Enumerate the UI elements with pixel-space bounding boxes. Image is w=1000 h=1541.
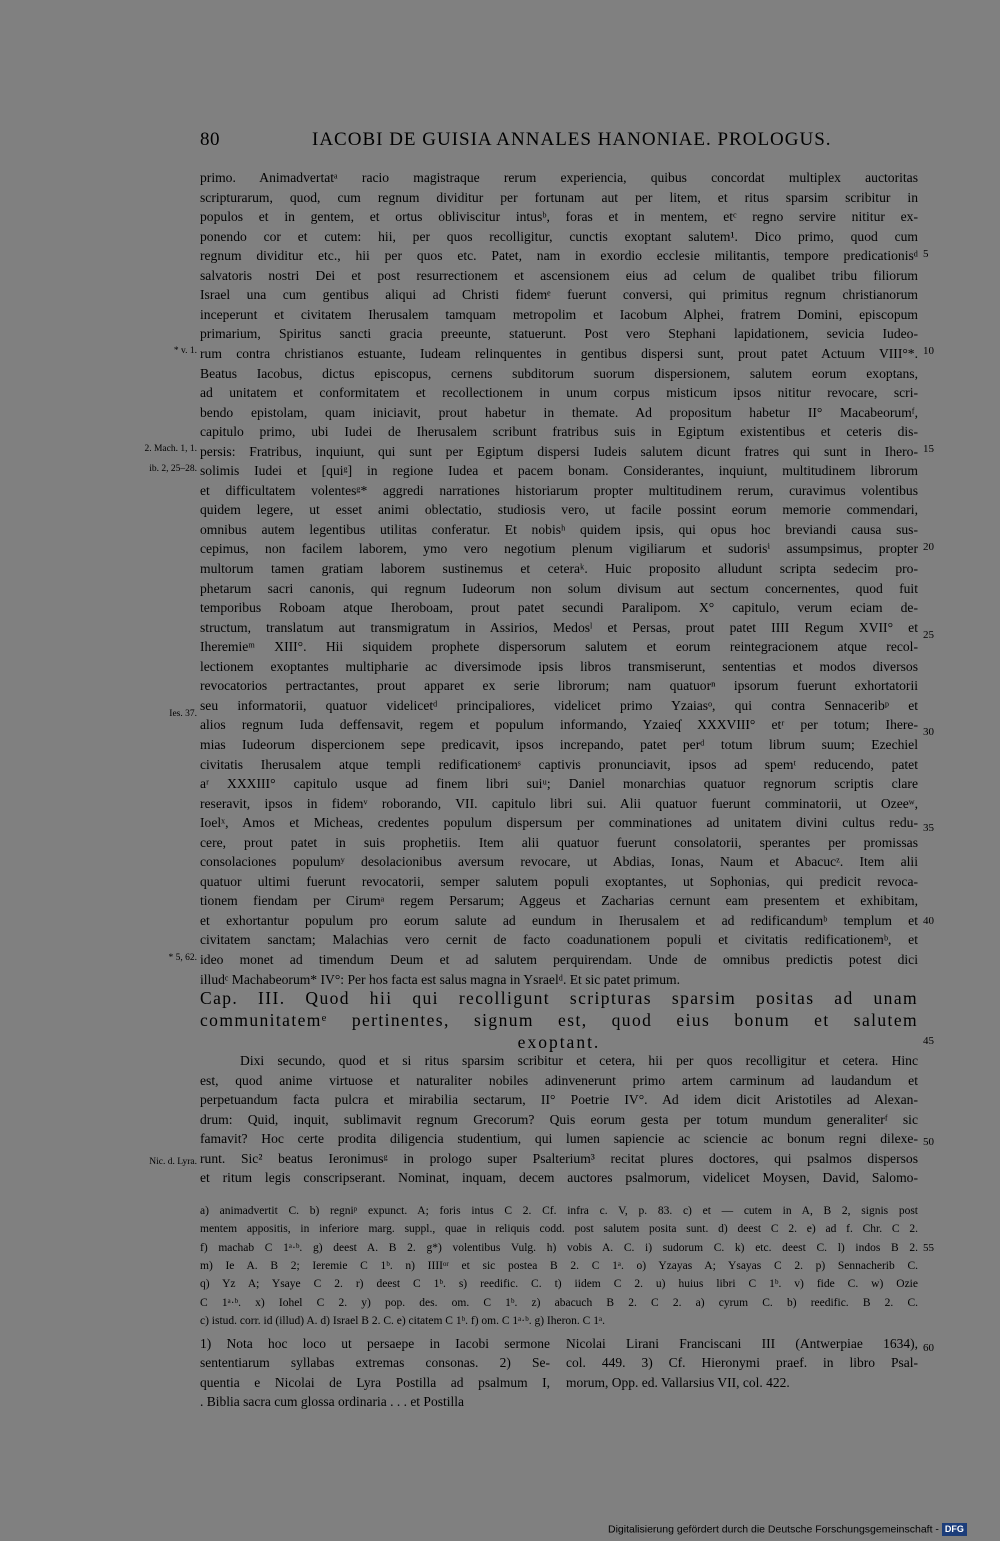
text-line: salvatoris nostri Dei et post resurrectionem et ascensionem eius ad celum de qualibet tribu filiorum: [200, 268, 918, 283]
text-line: Israel una cum gentibus aliqui ad Christi fidemᵉ fuerunt conversi, qui primitus regnum christianorum: [200, 287, 918, 302]
text-line: populos et in gentem, et ortus obliviscitur intusᵇ, foras et in mentem, etᶜ regno servire nititur ex-: [200, 209, 918, 224]
text-line: omnibus autem legentibus utilitas conferatur. Et nobisʰ quidem ipsis, qui opus hoc breviandi causa sus-: [200, 522, 918, 537]
text-line: rum contra christianos estuante, Iudeam relinquentes in gentibus dispersi sunt, prout patet Actuum VIII°*.: [200, 346, 918, 361]
line-number: 40: [923, 915, 934, 927]
text-line: drum: Quid, inquit, sublimavit regnum Grecorum? Quis eorum gesta per totum mundum generaliterᶠ sic: [200, 1112, 918, 1127]
text-line: Ioelˣ, Amos et Micheas, credentes populum dispersum per comminationes ad unitatem divini cultus redu-: [200, 815, 918, 830]
margin-reference: * 5, 62.: [168, 953, 197, 963]
text-line: ideo monet ad timendum Deum et ad salutem perquirendam. Unde de omnibus predictis potest dici: [200, 952, 918, 967]
line-number: 60: [923, 1342, 934, 1354]
text-line: revocatorios pertractantes, prout apparet ex serie librorum; nam quatuorⁿ ipsorum fuerunt exhortatorii: [200, 678, 918, 693]
apparatus-line: c) istud. corr. id (illud) A. d) Israel B 2. C. e) citatem C 1ᵇ. f) om. C 1ᵃ·ᵇ. g) Iheron. C 1ᵃ.: [200, 1315, 605, 1327]
line-number: 25: [923, 629, 934, 641]
text-line: inceperunt et civitatem Iherusalem tamquam metropolim et Iacobum Alphei, fratrem Domini, episcopum: [200, 307, 918, 322]
text-line: et difficultatem volentesᵍ* aggredi narrationes historiarum propter multitudinem rerum, curavimus volentibus: [200, 483, 918, 498]
text-line: quatuor ultimi fuerunt revocatorii, semper salutem populi exoptantes, ut Sophonias, qui predicit revoca-: [200, 874, 918, 889]
text-line: civitatis Iherusalem atque templi redificationemˢ captivis pronunciavit, ipsos ad spemᵗ reducendo, patet: [200, 757, 918, 772]
margin-reference: ib. 2, 25–28.: [149, 464, 197, 474]
running-header: [200, 129, 920, 155]
text-line: temporibus Roboam atque Iheroboam, prout patet secundi Paralipom. X° capitulo, verum eciam de-: [200, 600, 918, 615]
line-number: 30: [923, 726, 934, 738]
text-line: est, quod anime virtuose et naturaliter nobiles adinvenerunt primo artem carminum ad laudandum et: [200, 1073, 918, 1088]
text-line: consolaciones populumʸ desolacionibus aversum revocare, ut Abdias, Ionas, Naum et Abacucᶻ. Item alii: [200, 854, 918, 869]
footnote-line: 1) Nota hoc loco ut persaepe in Iacobi sermone: [200, 1336, 550, 1351]
text-line: solimis Iudei et [quiᵍ] in regione Iudea et pacem bonam. Considerantes, inquiunt, multitudinem librorum: [200, 463, 918, 478]
digitization-credit: [608, 1523, 967, 1536]
text-line: quidem legere, ut esset animi oblectatio, studiosis vero, ut facile possint eorum memorie commendari,: [200, 502, 918, 517]
chapter-heading-line-2: communitatemᵉ pertinentes, signum est, quod eius bonum et salutem: [200, 1010, 918, 1030]
apparatus-line: mentem appositis, in inferiore marg. suppl., quae in reliquis codd. post salutem posita sunt. d) deest C 2. e) ad f. Chr. C 2.: [200, 1223, 918, 1235]
apparatus-line: f) machab C 1ᵃ·ᵇ. g) deest A. B 2. g*) volentibus Vulg. h) vobis A. C. i) sudorum C. k) etc. deest C. l) indos B 2.: [200, 1242, 918, 1254]
footnote-line: Nicolai Lirani Franciscani III (Antwerpiae 1634),: [566, 1336, 918, 1351]
text-line: mias Iudeorum dispercionem sepe predicavit, ipsos increpando, patet perᵈ totum librum suum; Ezechiel: [200, 737, 918, 752]
margin-reference: * v. 1.: [173, 346, 197, 356]
dfg-logo: DFG: [942, 1523, 967, 1536]
text-line: illudᶜ Machabeorum* IV°: Per hos facta est salus magna in Ysraelᵈ. Et sic patet primum.: [200, 972, 680, 987]
text-line: regnum dividitur etc., hii per quos etc. Patet, nam in exordio ecclesie militantis, tempore predicationisᵈ: [200, 248, 918, 263]
line-number: 15: [923, 443, 934, 455]
text-line: primarium, Spiritus sancti gracia preeunte, statuerunt. Post vero Stephani lapidationem, sevicia Iudeo-: [200, 326, 918, 341]
text-line: famavit? Hoc certe prodita diligencia studentium, qui lumen sapiencie ac sciencie ac bonum regni dilexe-: [200, 1131, 918, 1146]
text-line: ad unitatem et conformitatem et recollectionem in unum corpus misticum ipsos nititur revocare, scri-: [200, 385, 918, 400]
text-line: multorum tamen gratiam laborem sustinemus et ceteraᵏ. Huic proposito alludunt scripta sedecim pro-: [200, 561, 918, 576]
text-line: persis: Fratribus, inquiunt, qui sunt per Egiptum dispersi Iudeis salutem dicunt fratres qui sunt in Ihero-: [200, 444, 918, 459]
footnote-line: morum, Opp. ed. Vallarsius VII, col. 422.: [566, 1375, 790, 1390]
text-line: scripturarum, quod, cum regnum dividitur per fortunam aut per litem, et ritus sparsim scribitur in: [200, 190, 918, 205]
line-number: 55: [923, 1242, 934, 1254]
chapter-heading-line-1: Cap. III. Quod hii qui recolligunt scripturas sparsim positas ad unam: [200, 988, 918, 1008]
apparatus-line: q) Yz A; Ysaye C 2. r) deest C 1ᵇ. s) reedific. C. t) iidem C 2. u) huius libri C 1ᵇ. v) fide C. w) Ozie: [200, 1278, 918, 1290]
footnote-line: sententiarum syllabas extremas consonas. 2) Se-: [200, 1355, 550, 1370]
text-line: Beatus Iacobus, dictus episcopus, cernens subditorum suorum dispersionem, salutem eorum exoptans,: [200, 366, 918, 381]
text-line: cepimus, non facilem laborem, ymo vero negotium plenum vigiliarum et sudorisⁱ assumpsimus, propter: [200, 541, 918, 556]
text-line: civitatem sanctam; Malachias vero cernit de facto coadunationem populi et civitatis redificationemᵇ, et: [200, 932, 918, 947]
margin-reference: Ies. 37.: [169, 709, 197, 719]
text-line: capitulo primo, ubi Iudei de Iherusalem scribunt fratribus suis in Egiptum existentibus et ceteris dis-: [200, 424, 918, 439]
running-title: IACOBI DE GUISIA ANNALES HANONIAE. PROLOGUS.: [312, 129, 832, 150]
margin-reference: 2. Mach. 1, 1.: [144, 444, 197, 454]
line-number: 35: [923, 822, 934, 834]
page-number: 80: [200, 129, 220, 150]
text-line: seu informatorii, quatuor videlicetᵈ principaliores, videlicet primo Yzaiasᵒ, qui contra Sennaceribᵖ et: [200, 698, 918, 713]
text-line: tionem fiendam per Cirumᵃ regem Persarum; Aggeus et Zacharias cernunt eam presentem et exhibitam,: [200, 893, 918, 908]
text-line: bendo epistolam, quam iniciavit, prout habetur in themate. Ad propositum habetur II° Macabeorumᶠ,: [200, 405, 918, 420]
line-number: 45: [923, 1035, 934, 1047]
text-line: reseravit, ipsos in fidemᵛ roborando, VII. capitulo libri sui. Alii quatuor fuerunt comminatorii, ut Ozeeʷ,: [200, 796, 918, 811]
apparatus-line: C 1ᵃ·ᵇ. x) Iohel C 2. y) pop. des. om. C 1ᵇ. z) abacuch B 2. C 2. a) cyrum C. b) reedific. B 2. C.: [200, 1297, 918, 1309]
text-line: phetarum sacri canonis, qui regnum Iudeorum non solum divisum aut sectum concernentes, quod fuit: [200, 581, 918, 596]
text-line: et ritum legis conscripserant. Nominat, inquam, decem auctores psalmorum, videlicet Moysen, David, Salomo-: [200, 1170, 918, 1185]
text-line: structum, translatum aut transmigratum in Assirios, Medosˡ et Persas, prout patet IIII Regum XVII° et: [200, 620, 918, 635]
text-line: primo. Animadvertatᵃ racio magistraque rerum experiencia, quibus concordat multiplex auctoritas: [200, 170, 918, 185]
text-line: ponendo cor et cutem: hii, per quos recolligitur, cunctis exoptant salutem¹. Dico primo, quod cum: [200, 229, 918, 244]
apparatus-line: m) Ie A. B 2; Ieremie C 1ᵇ. n) IIIIᵒʳ et sic postea B 2. C 1ᵃ. o) Yzayas A; Ysayas C 2. p) Sennacherib C.: [200, 1260, 918, 1272]
text-line: cere, prout patet in suis prophetiis. Item alii quatuor fuerunt consolatorii, sperantes per promissas: [200, 835, 918, 850]
apparatus-line: a) animadvertit C. b) regniᵖ expunct. A; foris intus C 2. Cf. infra c. V, p. 83. c) et — cutem in A, B 2, signis post: [200, 1205, 918, 1217]
footnote-line: . Biblia sacra cum glossa ordinaria . . . et Postilla: [200, 1394, 464, 1409]
credit-text: Digitalisierung gefördert durch die Deutsche Forschungsgemeinschaft -: [608, 1523, 939, 1536]
text-line: Dixi secundo, quod et si ritus sparsim scribitur et cetera, hii per quos recolligitur et cetera. Hinc: [240, 1053, 918, 1068]
line-number: 50: [923, 1136, 934, 1148]
line-number: 5: [923, 248, 929, 260]
text-line: runt. Sic² beatus Ieronimusᵍ in prologo super Psalterium³ recitat plures doctores, qui psalmos dispersos: [200, 1151, 918, 1166]
margin-reference: Nic. d. Lyra.: [149, 1157, 197, 1167]
line-number: 20: [923, 541, 934, 553]
chapter-heading-line-3: exoptant.: [517, 1032, 601, 1052]
text-line: alios regnum Iuda deffensavit, regem et populum informando, Yzaieʠ XXXVIII° etʳ per totum; Ihere-: [200, 717, 918, 732]
text-line: et exhortantur populum pro eorum salute ad eundum in Iherusalem et ad redificandumᵇ templum et: [200, 913, 918, 928]
line-number: 10: [923, 345, 934, 357]
footnote-line: col. 449. 3) Cf. Hieronymi praef. in libro Psal-: [566, 1355, 918, 1370]
text-line: perpetuandum facta pulcra et mirabilia sectarum, II° Poetrie IV°. Ad idem dicit Aristotiles ad Alexan-: [200, 1092, 918, 1107]
text-line: Iheremieᵐ XIII°. Hii siquidem prophete dispersorum salutem et eorum reintegracionem atque recol-: [200, 639, 918, 654]
footnote-line: quentia e Nicolai de Lyra Postilla ad psalmum I,: [200, 1375, 550, 1390]
text-line: lectionem exoptantes multipharie ac diversimode ipsis libros transmiserunt, sententias et modos diversos: [200, 659, 918, 674]
text-line: aʳ XXXIII° capitulo usque ad finem libri suiᵘ; Daniel monarchias quatuor regnorum scriptis clare: [200, 776, 918, 791]
